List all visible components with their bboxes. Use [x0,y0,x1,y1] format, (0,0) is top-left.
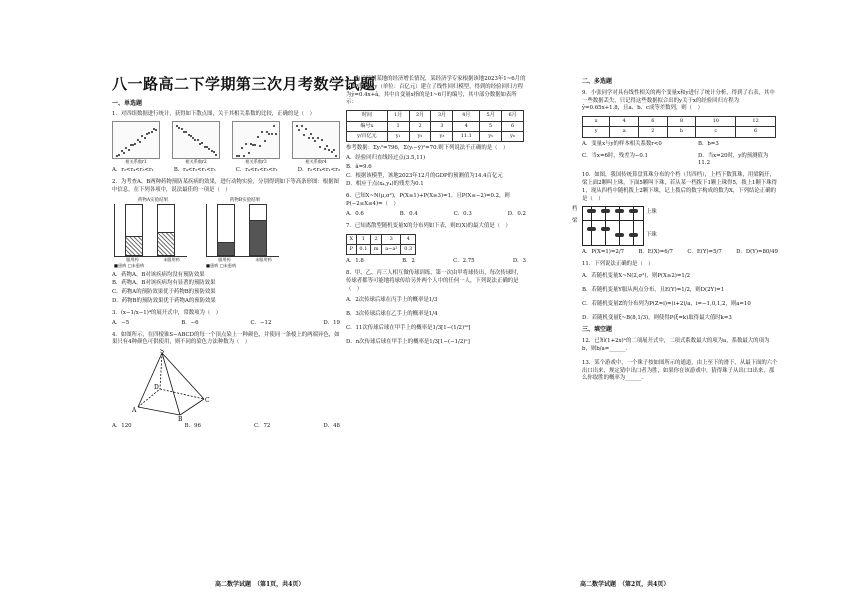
q7-table-cell: 0.3 [401,244,416,254]
drug-a-chart [114,198,192,270]
q7-table-cell: a−a² [382,244,401,254]
scatter-point [303,134,305,136]
q6-option-c: C．0.3 [453,210,472,217]
scatter-point [319,146,321,148]
q3-option-b: B．−6 [181,319,199,326]
q9-table-cell: c [696,127,736,137]
scatter-point [128,149,130,151]
scatter-point [148,132,150,134]
pyramid-figure [132,349,212,421]
q5-table-cell: 1 [387,121,409,131]
q7-table-cell: X [347,234,357,244]
q7-option-c: C．2.75 [453,258,475,265]
scatter-point [254,144,256,146]
scatter-label: 相关系数r4 [305,159,327,165]
q9-table-cell: 8 [667,117,696,127]
scatter-point [259,145,261,147]
q9-options-row2 [582,153,778,169]
q5-option-c: C．根据该模型，该地2023年12月的GDP的预测值为14.4百亿元 [346,172,503,179]
question-5: 5．为了预测某地的经济增长情况，某经济学专家根据该地2023年1~6月的GDP的数据y（单位：百亿元）建立了线性回归模型，得到的经验回归方程为ŷ=0.4x+â，其中自变量x指的是1~6月的编号，其中部分数据如表所示： [346,76,526,106]
x-label: 服用药 [218,257,231,263]
q10-options [582,249,778,257]
q9-table-cell: 12 [736,117,776,127]
q3-option-a: A．−5 [112,319,130,326]
page-2-footer: 高二数学试题 （第2页，共4页） [580,581,670,588]
x-label: 服用药 [126,257,139,263]
q9-option-b: B．b=3 [698,140,719,147]
q11-option-a: A．若随机变量X~N(2,σ²)，则P(X≥2)=1/2 [582,273,691,280]
scatter-point [241,147,243,149]
scatter-point [312,137,314,139]
question-3: 3．(x−1/x−1)⁴的展开式中，常数项为（ ） [112,309,222,316]
question-13: 13．某个游戏中，一个珠子按如图所示的通道，由上至下的滑下，从最下面的六个出口出来，规定猜中出口者为胜，如果你在该游戏中，猜得珠子从出口3出来，那么你取胜的概率为______. [582,359,778,382]
q8-option-b: B．3次传球后球在乙手上的概率是1/4 [346,311,438,318]
q7-table-cell: 4 [401,234,416,244]
q4-option-c: C．72 [253,423,271,430]
scatter-point [333,149,335,151]
q2-option-c: C．药物A的预防效果优于药物B的预防效果 [112,289,216,296]
q9-table-cell: a [610,127,639,137]
q5-option-b: B．â=9.6 [346,163,372,170]
q5-table-cell: 2月 [409,111,431,121]
q10-option-b: B．E(X)=6/7 [638,249,673,256]
q2-option-b: B．药物A、B对该疾病均有显著的预防效果 [112,280,216,287]
scatter-plot-1 [112,121,160,165]
question-6: 6．已知X~N(μ,σ²)，P(X≥1)+P(X≥3)=1，且P(X≤−2)=0.2，则P(−2≤X≤4)=（ ） [346,193,510,208]
q7-option-a: A．1.8 [346,258,364,265]
scatter-label: 相关系数r3 [245,159,267,165]
q1-option-d: D．r₂<r₄<r₁<r₃ [297,167,340,174]
q5-table-cell: 2 [409,121,431,131]
scatter-point [305,128,307,130]
q6-option-b: B．0.4 [399,210,418,217]
scatter-point [275,133,277,135]
q9-table-cell: y [583,127,610,137]
q5-table-cell: 4月 [453,111,480,121]
scatter-point [264,140,266,142]
q5-option-d: D．相应于点(x₄,y₄)的残差为0.1 [346,181,424,188]
q9-options-row1 [582,141,778,149]
bar-a-untaken-sick [157,232,175,256]
q8-option-a: A．2次传球后球在丙手上的概率是1/3 [346,297,438,304]
scatter-point [139,141,141,143]
exam-title: 八一路高二下学期第三次月考数学试题 [112,75,376,93]
scatter-point [321,139,323,141]
scatter-label: 相关系数r1 [125,159,147,165]
scatter-point [326,145,328,147]
q8-option-d: D．n次传球后球在甲手上的概率是1/3[1−(−1/2)ⁿ] [346,338,470,345]
q7-table [346,234,416,256]
q5-table-cell: y₂ [409,131,431,141]
section-single-choice: 一、单选题 [112,99,143,107]
q1-option-b: B．r₄<r₂<r₁<r₃ [173,167,216,174]
q5-table-cell: y₃ [431,131,453,141]
q3-options [112,320,340,328]
label-dang: 档 [572,206,578,213]
vertex-d: D [154,384,159,392]
scatter-plot-3 [232,121,280,165]
q9-option-a: A．变量x与y的样本相关系数r<0 [582,140,662,147]
scatter-point [261,131,263,133]
section-fill-blank: 三、填空题 [582,326,613,334]
q3-option-c: C．−12 [250,319,272,326]
chart-title: 药物B实验结果 [229,197,261,203]
q8-option-c: C．11次传球后球在甲手上的概率是1/3[1−(1/2)¹⁰] [346,324,471,331]
q5-table-cell: 3 [431,121,453,131]
scatter-point [335,155,337,157]
question-11: 11．下列说法正确的是（ ） [582,261,654,268]
scatter-plot-2 [172,121,220,165]
scatter-point [271,133,273,135]
q9-table-cell: 4 [610,117,639,127]
q5-table-cell: y₅ [480,131,502,141]
q7-table-cell: 0.1 [356,244,371,254]
scatter-point [134,143,136,145]
vertex-b: B [178,416,183,422]
scatter-point [238,155,240,157]
scatter-point [208,148,210,150]
q9-table-cell: x [583,117,610,127]
scatter-point [273,125,275,127]
scatter-point [314,140,316,142]
q6-option-a: A．0.6 [346,210,364,217]
q4-option-d: D．48 [323,423,340,430]
q5-table-cell: 5 [480,121,502,131]
q7-option-d: D．3 [512,258,526,265]
q5-table-cell: 编号x [347,121,388,131]
chart-title: 药物A实验结果 [137,197,169,203]
scatter-point [141,135,143,137]
scatter-point [245,143,247,145]
q9-table-row [583,127,776,137]
q9-option-c: C．当x=6时，残差为−0.1 [582,152,648,159]
scatter-point [197,139,199,141]
scatter-point [125,147,127,149]
q5-table-cell: 3月 [431,111,453,121]
scatter-point [268,133,270,135]
question-12: 12．已知(1+2x)ⁿ的二项展开式中，二项式系数最大的项为a，系数最大的项为b，则b/a=______. [582,338,770,352]
q5-table-cell: 4 [453,121,480,131]
q7-table-cell: P [347,244,357,254]
q7-table-cell: 3 [382,234,401,244]
q2-option-d: D．药物B的预防效果优于药物A的预防效果 [112,298,216,305]
q9-table-cell: 2 [639,127,668,137]
scatter-point [201,142,203,144]
scatter-point [310,133,312,135]
label-liang: 梁 [572,218,578,225]
question-10: 10．如图，我国传统算盘算珠分布的个档（共四档），上档下数算珠，用梁隔开，梁上面2颗叫上珠，下面5颗叫下珠，若从某一档拨下1颗上珠得5，拨上1颗下珠得1，现从四档中随机拨上2颗下珠，记上拨后的数字构成的数为X，下列结论正确的是（ ） [582,172,778,202]
q5-table-cell: 6月 [502,111,524,121]
question-9: 9．小张同学对具有线性相关的两个变量x和y进行了统计分析，得到了右表，其中一些数据丢失，只记得这些数据拟合出的y关于x的经验回归方程为ŷ=0.65x+1.8，且a、b、c成等差数列，则（ ） [582,89,775,112]
bar-b-taken-sick [217,242,235,256]
question-2: 2．为考查A、B两种药物预防某疾病的效果，进行动物实验，分别得到如下等高条形图：根据图中信息，在下列各项中，说法最佳的一项是（ ） [112,179,339,194]
q5-reference: 参考数据：Σyᵢ²=796，Σ(yᵢ−ȳ)²=70.则下列说法不正确的是（ ） [346,145,509,152]
q9-table-cell: b [667,127,696,137]
q1-scatter-figures [112,121,340,165]
page-two [430,0,860,608]
drug-b-chart [206,198,284,270]
question-7: 7．已知离散型随机变量X的分布列如下表，则E(X)的最大值是（ ） [346,222,511,229]
label-xiazhu: 下珠 [646,232,657,239]
scatter-point [248,152,250,154]
scatter-point [123,152,125,154]
q5-table-cell: 11.1 [453,131,480,141]
q11-option-b: B．若随机变量Y服从两点分布，且E(Y)=1/2，则D(2Y)=1 [582,286,725,293]
q11-option-d: D．若随机变量ξ~B(8,1/3)，则使得P(ξ=k)取得最大值时k=3 [582,314,732,321]
column-3 [572,74,778,385]
bar-b-untaken-sick [249,220,267,256]
q7-table-cell: m [371,244,382,254]
label-shangzhu: 上珠 [646,209,657,216]
scatter-point [215,154,217,156]
q10-option-d: D．D(Y)=80/49 [736,249,778,256]
scatter-point [317,137,319,139]
q9-table-cell: 6 [639,117,668,127]
q5-table-cell: 时间 [347,111,388,121]
q9-table [582,116,776,138]
q7-table-cell: 2 [371,234,382,244]
scatter-point [301,125,303,127]
section-multi-choice: 二、多选题 [582,78,613,85]
q5-table-cell: 5月 [480,111,502,121]
question-1: 1．对四组数据进行统计，获得如下散点图，关于其相关系数的比较，正确的是（ ） [112,111,315,118]
q7-table-row [347,244,416,254]
q9-option-d: D．当x=20时，y的预测值为11.2 [698,152,769,167]
abacus-figure [572,206,778,246]
abacus-frame [582,206,644,246]
scatter-point [181,128,183,130]
q6-option-d: D．0.2 [507,210,526,217]
scatter-plot-4 [292,121,340,165]
vertex-s: S [160,349,165,356]
question-4: 4．如图所示，在四棱锥S−ABCD的每一个顶点染上一种颜色，并使同一条棱上的两端异色，如果只有4种颜色可供使用，则不同的染色方法种数为（ ） [112,331,340,346]
vertex-c: C [205,397,210,405]
q9-table-row [583,117,776,127]
scatter-label: 相关系数r2 [185,159,207,165]
vertex-a: A [132,407,137,415]
q2-bar-charts [114,198,340,270]
scatter-point [144,137,146,139]
scatter-point [155,129,157,131]
q7-option-b: B．2 [402,258,415,265]
q9-table-cell: 6 [736,127,776,137]
q5-option-a: A．经验回归直线经过点(3.5,11) [346,154,426,161]
scatter-point [257,136,259,138]
q1-options [112,167,340,175]
q7-table-cell: 1 [356,234,371,244]
scatter-point [243,155,245,157]
q9-table-cell: 10 [696,117,736,127]
scatter-point [178,127,180,129]
q10-option-c: C．E(Y)=5/7 [687,249,722,256]
x-label: 未服用药 [255,257,272,263]
q5-table-cell: y₁ [387,131,409,141]
q2-option-a: A．药物A、B对该疾病均没有预防效果 [112,271,205,278]
q4-options [112,423,340,431]
q4-option-a: A．120 [112,423,132,430]
q4-option-b: B．96 [184,423,201,430]
q7-table-row [347,234,416,244]
q11-option-c: C．若随机变量Z的分布列为P(Z=i)=(i+2)/a，i=−1,0,1,2，则a=10 [582,300,751,307]
scatter-point [296,125,298,127]
legend: ■患病 □未患病 [206,263,237,269]
q5-table-cell: 6 [502,121,524,131]
q5-table-cell: y₆ [502,131,524,141]
q5-table-cell: y/百亿元 [347,131,388,141]
scatter-point [151,131,153,133]
x-label: 未服用药 [163,257,180,263]
question-8: 8．甲、乙、丙三人相互做传球训练，第一次由甲将球传出，每次传球时，传球者都等可能地将球传给另外两个人中的任何一人，下列说法正确的是（ ） [346,269,522,292]
q5-table-cell: 1月 [387,111,409,121]
abacus-beam [583,220,643,221]
scatter-point [331,151,333,153]
scatter-point [324,148,326,150]
scatter-point [298,129,300,131]
q3-option-d: D．19 [323,319,340,326]
legend: ■患病 □未患病 [114,263,145,269]
scatter-point [308,137,310,139]
scatter-point [185,131,187,133]
page-1-footer: 高二数学试题 （第1页，共4页） [215,581,305,588]
q1-option-a: A．r₂<r₄<r₃<r₁ [112,167,154,174]
scatter-point [213,151,215,153]
q1-option-c: C．r₄<r₂<r₃<r₁ [235,167,278,174]
scatter-point [118,154,120,156]
bar-a-taken-sick [125,236,143,256]
scatter-point [328,149,330,151]
q10-option-a: A．P(X=1)=2/7 [582,249,625,256]
